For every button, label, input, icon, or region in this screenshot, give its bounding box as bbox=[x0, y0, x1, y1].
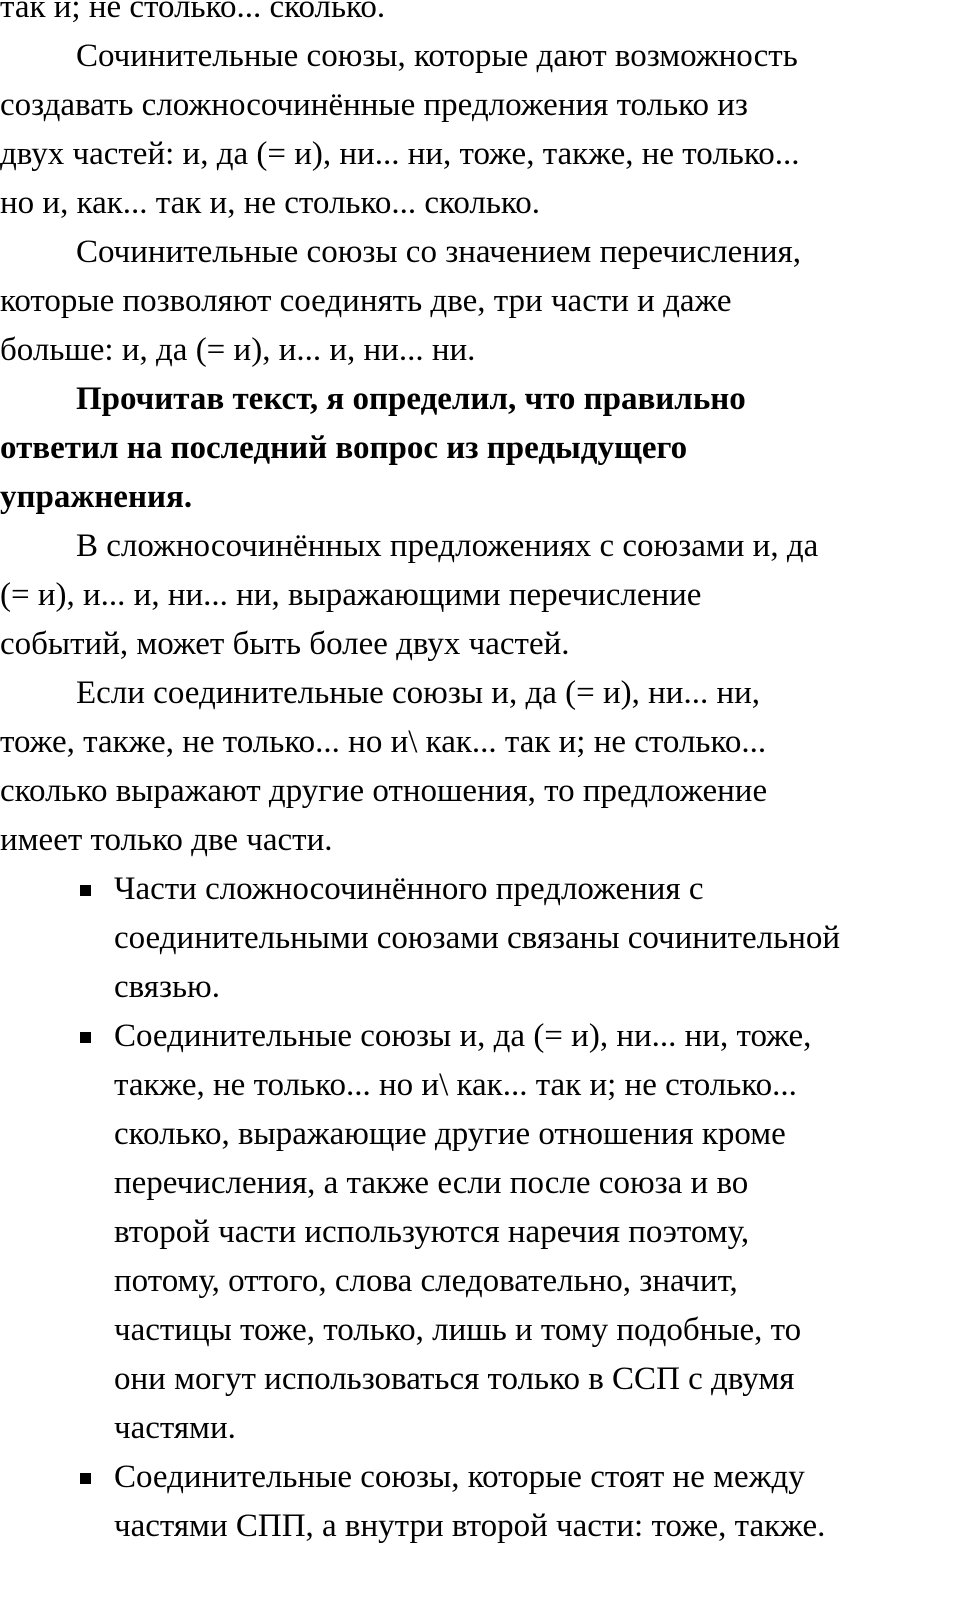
bullet-item bbox=[0, 1012, 960, 1453]
bullet-line: второй части используются наречия поэтому, bbox=[114, 1214, 750, 1250]
bullet-line: потому, оттого, слова следовательно, значит, bbox=[114, 1263, 738, 1299]
paragraph-enumeration-conjunctions bbox=[0, 228, 960, 375]
paragraph-line: имеет только две части. bbox=[0, 822, 333, 858]
bullet-line: частями. bbox=[114, 1410, 236, 1446]
paragraph-line: больше: и, да (= и), и... и, ни... ни. bbox=[0, 332, 476, 368]
paragraph-line: Сочинительные союзы со значением перечисления, bbox=[76, 234, 801, 270]
bullet-line: соединительными союзами связаны сочинительной bbox=[114, 920, 841, 956]
square-bullet-icon bbox=[80, 1032, 91, 1043]
paragraph-more-than-two-parts bbox=[0, 522, 960, 669]
paragraph-line: событий, может быть более двух частей. bbox=[0, 626, 570, 662]
bullet-item bbox=[0, 1453, 960, 1551]
bullet-line: Соединительные союзы, которые стоят не между bbox=[114, 1459, 805, 1495]
paragraph-line: но и, как... так и, не столько... сколько. bbox=[0, 185, 541, 221]
bullet-list bbox=[0, 865, 960, 1551]
paragraph-line: сколько выражают другие отношения, то предложение bbox=[0, 773, 768, 809]
square-bullet-icon bbox=[80, 885, 91, 896]
paragraph-only-two-parts bbox=[0, 669, 960, 865]
bullet-line: частями СПП, а внутри второй части: тоже, также. bbox=[114, 1508, 826, 1544]
bullet-item bbox=[0, 865, 960, 1012]
paragraph-coordinating-two-parts bbox=[0, 32, 960, 228]
paragraph-line: упражнения. bbox=[0, 479, 193, 515]
paragraph-line: двух частей: и, да (= и), ни... ни, тоже, также, не только... bbox=[0, 136, 800, 172]
bullet-line: они могут использоваться только в ССП с двумя bbox=[114, 1361, 795, 1397]
paragraph-line: ответил на последний вопрос из предыдущего bbox=[0, 430, 688, 466]
paragraph-conclusion-bold bbox=[0, 375, 960, 522]
paragraph-line: (= и), и... и, ни... ни, выражающими перечисление bbox=[0, 577, 702, 613]
bullet-line: также, не только... но и\ как... так и; не столько... bbox=[114, 1067, 797, 1103]
paragraph-line: создавать сложносочинённые предложения только из bbox=[0, 87, 748, 123]
paragraph-line: которые позволяют соединять две, три части и даже bbox=[0, 283, 732, 319]
square-bullet-icon bbox=[80, 1473, 91, 1484]
paragraph-line: В сложносочинённых предложениях с союзами и, да bbox=[76, 528, 819, 564]
bullet-line: сколько, выражающие другие отношения кроме bbox=[114, 1116, 786, 1152]
bullet-line: перечисления, а также если после союза и во bbox=[114, 1165, 749, 1201]
paragraph-line: Если соединительные союзы и, да (= и), ни... ни, bbox=[76, 675, 761, 711]
paragraph-line: Прочитав текст, я определил, что правильно bbox=[76, 381, 746, 417]
bullet-line: Соединительные союзы и, да (= и), ни... ни, тоже, bbox=[114, 1018, 812, 1054]
bullet-line: частицы тоже, только, лишь и тому подобные, то bbox=[114, 1312, 802, 1348]
continuation-line: так и; не столько... сколько. bbox=[0, 0, 386, 25]
bullet-line: связью. bbox=[114, 969, 220, 1005]
bullet-line: Части сложносочинённого предложения с bbox=[114, 871, 704, 907]
paragraph-line: тоже, также, не только... но и\ как... так и; не столько... bbox=[0, 724, 767, 760]
paragraph-line: Сочинительные союзы, которые дают возможность bbox=[76, 38, 798, 74]
